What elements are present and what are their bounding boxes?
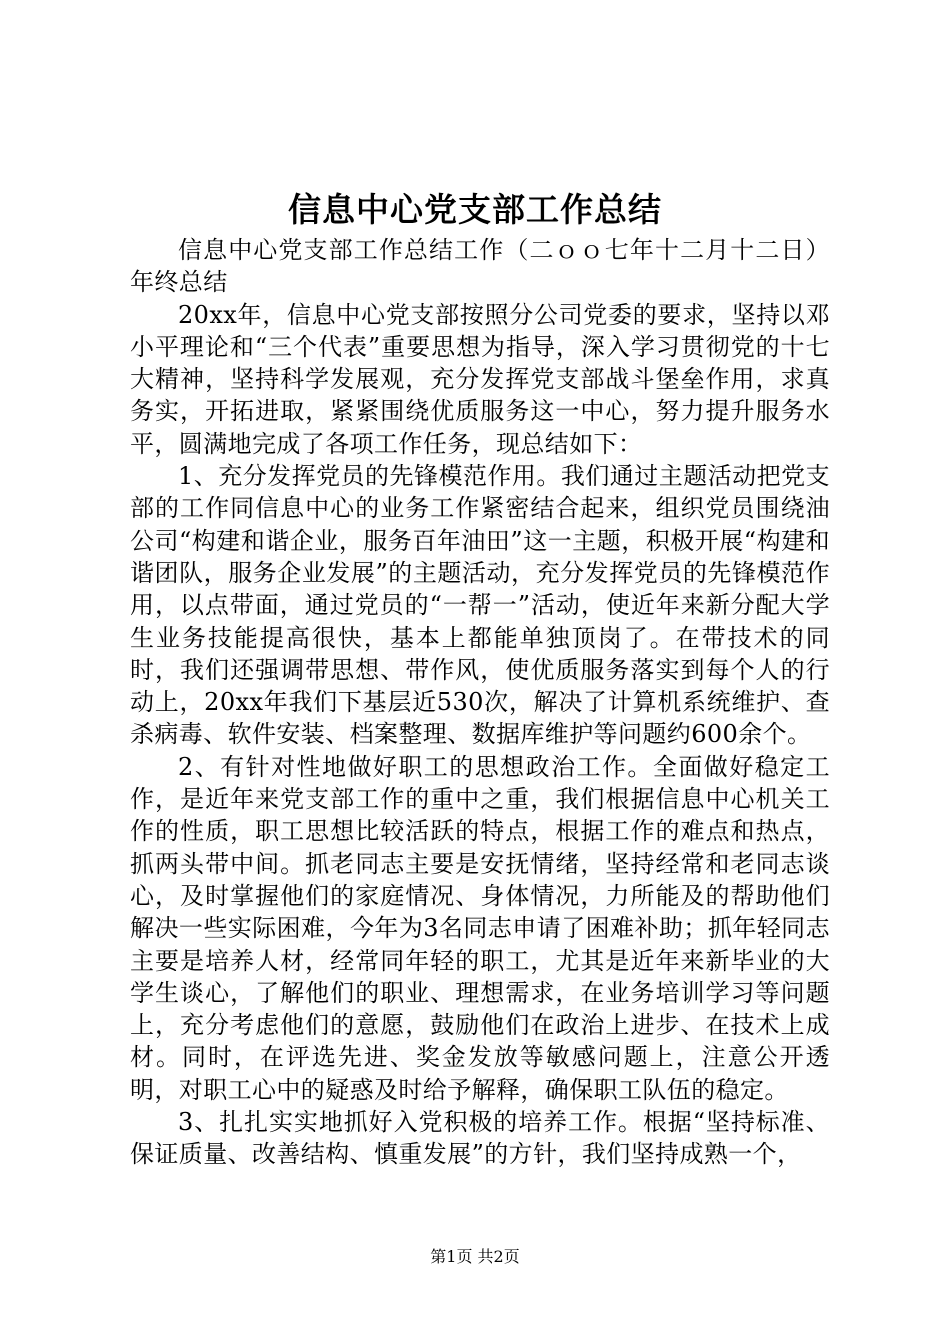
paragraph-section-2: 2、有针对性地做好职工的思想政治工作。全面做好稳定工作，是近年来党支部工作的重中之重，我们根据信息中心机关工作的性质，职工思想比较活跃的特点，根据工作的难点和热点，抓两头带中间。抓老同志主要是安抚情绪，坚持经常和老同志谈心，及时掌握他们的家庭情况、身体情况，力所能及的帮助他们解决一些实际困难，今年为3名同志申请了困难补助；抓年轻同志主要是培养人材，经常同年轻的职工，尤其是近年来新毕业的大学生谈心，了解他们的职业、理想需求，在业务培训学习等问题上，充分考虑他们的意愿，鼓励他们在政治上进步、在技术上成材。同时，在评选先进、奖金发放等敏感问题上，注意公开透明，对职工心中的疑惑及时给予解释，确保职工队伍的稳定。 — [130, 752, 830, 1104]
paragraph-section-3: 3、扎扎实实地抓好入党积极的培养工作。根据“坚持标准、保证质量、改善结构、慎重发展”的方针，我们坚持成熟一个， — [130, 1108, 830, 1169]
page-number-footer: 第1页 共2页 — [430, 1247, 520, 1266]
paragraph-heading-line: 信息中心党支部工作总结工作（二ｏｏ七年十二月十二日）年终总结 — [130, 236, 830, 297]
document-body — [130, 234, 830, 1171]
paragraph-intro: 20xx年，信息中心党支部按照分公司党委的要求，坚持以邓小平理论和“三个代表”重要思想为指导，深入学习贯彻党的十七大精神，坚持科学发展观，充分发挥党支部战斗堡垒作用，求真务实，开拓进取，紧紧围绕优质服务这一中心，努力提升服务水平，圆满地完成了各项工作任务，现总结如下： — [130, 300, 830, 458]
document-title: 信息中心党支部工作总结 — [288, 190, 662, 229]
paragraph-section-1: 1、充分发挥党员的先锋模范作用。我们通过主题活动把党支部的工作同信息中心的业务工作紧密结合起来，组织党员围绕油公司“构建和谐企业，服务百年油田”这一主题，积极开展“构建和谐团队，服务企业发展”的主题活动，充分发挥党员的先锋模范作用，以点带面，通过党员的“一帮一”活动，使近年来新分配大学生业务技能提高很快，基本上都能单独顶岗了。在带技术的同时，我们还强调带思想、带作风，使优质服务落实到每个人的行动上，20xx年我们下基层近530次，解决了计算机系统维护、查杀病毒、软件安装、档案整理、数据库维护等问题约600余个。 — [130, 462, 830, 749]
